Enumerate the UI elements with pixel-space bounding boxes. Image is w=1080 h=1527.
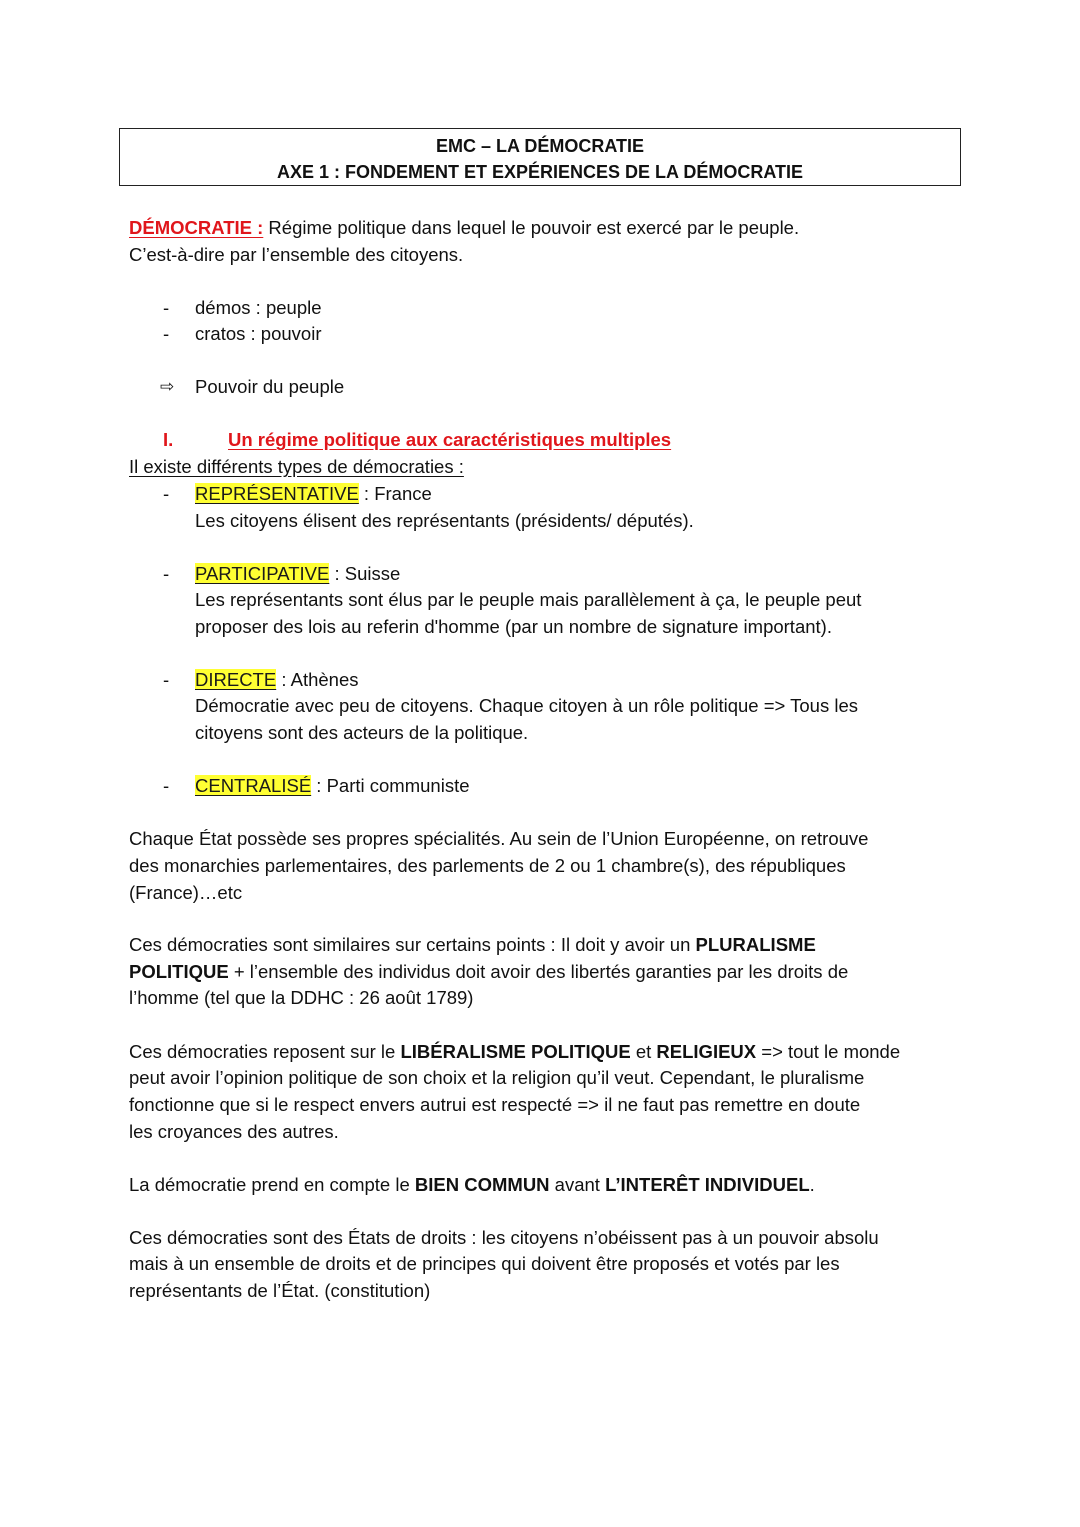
keyword: POLITIQUE (129, 961, 229, 982)
arrow-icon: ⇨ (160, 377, 175, 396)
paragraph-line: fonctionne que si le respect envers autrui est respecté => il ne faut pas remettre en doute (129, 1094, 861, 1115)
type-name: CENTRALISÉ (195, 775, 312, 796)
paragraph-line: (France)…etc (129, 882, 243, 903)
section-intro: Il existe différents types de démocraties : (129, 456, 464, 477)
definition-text-1: Régime politique dans lequel le pouvoir est exercé par le peuple. (263, 217, 800, 238)
paragraph-line: mais à un ensemble de droits et de principes qui doivent être proposés et votés par les (129, 1253, 840, 1274)
paragraph-line: Chaque État possède ses propres spécialités. Au sein de l’Union Européenne, on retrouve (129, 828, 869, 849)
type-item (195, 773, 470, 799)
type-item (195, 667, 359, 693)
list-bullet: - (163, 483, 170, 504)
text-run: . (809, 1174, 815, 1195)
keyword: BIEN COMMUN (414, 1174, 550, 1195)
type-item (195, 481, 432, 507)
keyword: PLURALISME (695, 934, 816, 955)
type-name: REPRÉSENTATIVE (195, 483, 359, 504)
type-description: proposer des lois au referin d'homme (par un nombre de signature important). (195, 616, 832, 637)
list-bullet: - (163, 297, 170, 318)
type-description: Démocratie avec peu de citoyens. Chaque citoyen à un rôle politique => Tous les (195, 695, 858, 716)
list-bullet: - (163, 563, 170, 584)
list-bullet: - (163, 323, 170, 344)
text-run: et (630, 1041, 657, 1062)
type-example: : France (358, 483, 432, 504)
text-run: + l’ensemble des individus doit avoir des libertés garanties par les droits de (228, 961, 849, 982)
list-item: démos : peuple (195, 297, 322, 318)
document-subtitle: AXE 1 : FONDEMENT ET EXPÉRIENCES DE LA DÉMOCRATIE (276, 162, 804, 182)
definition-line-2: C’est-à-dire par l’ensemble des citoyens. (129, 244, 464, 265)
text-run: avant (549, 1174, 606, 1195)
paragraph-line (129, 1039, 900, 1065)
paragraph-line: les croyances des autres. (129, 1121, 339, 1142)
keyword: RELIGIEUX (656, 1041, 757, 1062)
keyword: LIBÉRALISME POLITIQUE (400, 1041, 631, 1062)
type-example: : Parti communiste (311, 775, 470, 796)
document-title: EMC – LA DÉMOCRATIE (435, 136, 644, 156)
paragraph-line (129, 959, 848, 985)
type-example: : Suisse (329, 563, 401, 584)
list-bullet: - (163, 669, 170, 690)
type-description: Les citoyens élisent des représentants (présidents/ députés). (195, 510, 694, 531)
title-box (119, 128, 961, 186)
conclusion-text: Pouvoir du peuple (195, 376, 345, 397)
paragraph-line (129, 1172, 815, 1198)
definition-term: DÉMOCRATIE : (129, 217, 264, 238)
type-name: PARTICIPATIVE (195, 563, 330, 584)
paragraph-line: l’homme (tel que la DDHC : 26 août 1789) (129, 987, 474, 1008)
text-run: Ces démocraties reposent sur le (129, 1041, 401, 1062)
definition-line-1 (129, 215, 799, 241)
list-item: cratos : pouvoir (195, 323, 322, 344)
paragraph-line: représentants de l’État. (constitution) (129, 1280, 431, 1301)
section-title: Un régime politique aux caractéristiques multiples (228, 429, 672, 450)
paragraph-line: peut avoir l’opinion politique de son choix et la religion qu’il veut. Cependant, le pluralisme (129, 1067, 865, 1088)
text-run: => tout le monde (756, 1041, 901, 1062)
type-item (195, 561, 400, 587)
paragraph-line (129, 932, 816, 958)
text-run: Ces démocraties sont similaires sur certains points : Il doit y avoir un (129, 934, 696, 955)
paragraph-line: des monarchies parlementaires, des parlements de 2 ou 1 chambre(s), des républiques (129, 855, 846, 876)
type-example: : Athènes (276, 669, 359, 690)
paragraph-line: Ces démocraties sont des États de droits : les citoyens n’obéissent pas à un pouvoir absolu (129, 1227, 879, 1248)
list-bullet: - (163, 775, 170, 796)
section-number: I. (163, 429, 174, 450)
type-description: Les représentants sont élus par le peuple mais parallèlement à ça, le peuple peut (195, 589, 862, 610)
keyword: L’INTERÊT INDIVIDUEL (605, 1174, 810, 1195)
type-name: DIRECTE (195, 669, 277, 690)
type-description: citoyens sont des acteurs de la politique. (195, 722, 529, 743)
text-run: La démocratie prend en compte le (129, 1174, 415, 1195)
